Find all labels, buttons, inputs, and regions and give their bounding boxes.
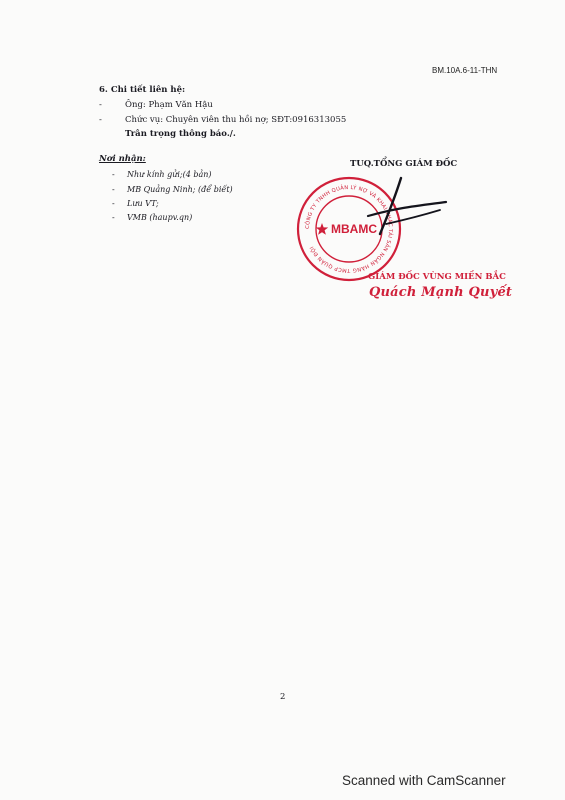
page-number: 2	[280, 692, 286, 702]
bullet: -	[99, 100, 102, 110]
bullet: -	[112, 199, 115, 208]
handwritten-signature	[356, 176, 456, 246]
star-icon	[316, 223, 328, 235]
closing-line: Trân trọng thông báo./.	[125, 129, 236, 139]
contact-name: Ông: Phạm Văn Hậu	[125, 100, 213, 110]
section-heading: 6. Chi tiết liên hệ:	[99, 85, 186, 95]
recipients-title: Nơi nhận:	[99, 154, 146, 164]
recipient-text: Như kính gửi;(4 bản)	[127, 170, 212, 179]
stamp-ring-text: CÔNG TY TNHH QUẢN LÝ NỢ VÀ KHAI THÁC TÀI SẢN NGÂN HÀNG TMCP QUÂN ĐỘI	[304, 184, 394, 274]
signer-name: Quách Mạnh Quyết	[369, 285, 513, 300]
scanner-watermark: Scanned with CamScanner	[342, 773, 506, 788]
recipient-text: MB Quảng Ninh; (để biết)	[127, 185, 233, 194]
stamp-logo: MBAMC	[331, 222, 377, 236]
bullet: -	[112, 185, 115, 194]
bullet: -	[112, 170, 115, 179]
signer-role: GIÁM ĐỐC VÙNG MIỀN BẮC	[368, 272, 506, 282]
bullet: -	[99, 115, 102, 125]
bullet: -	[112, 213, 115, 222]
recipient-text: VMB (haupv.qn)	[127, 213, 193, 222]
recipient-text: Lưu VT;	[127, 199, 159, 208]
document-code: BM.10A.6-11-THN	[432, 66, 498, 75]
contact-position: Chức vụ: Chuyên viên thu hồi nợ; SĐT:0916313055	[125, 115, 347, 125]
signature-title: TUQ.TỔNG GIÁM ĐỐC	[350, 159, 458, 169]
